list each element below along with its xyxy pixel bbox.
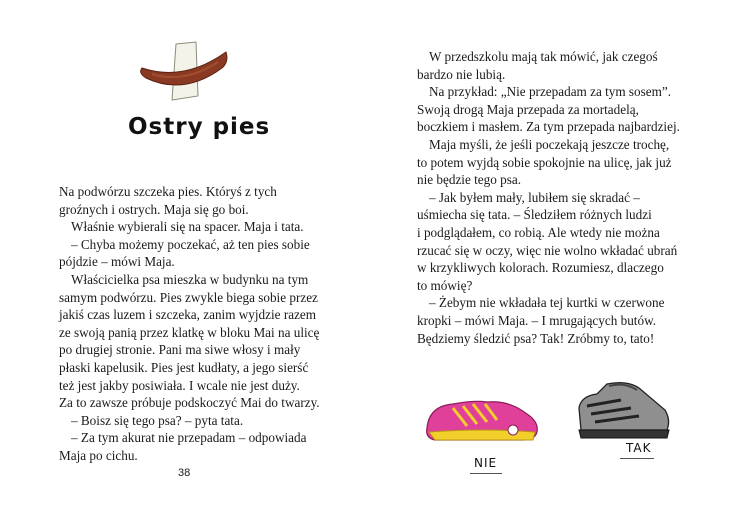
text-line: Swoją drogą Maja przepada za mortadelą, bbox=[417, 101, 639, 117]
text-line: płaski kapelusik. Pies jest kudłaty, a jego sierść bbox=[59, 359, 309, 375]
text-line: boczkiem i masłem. Za tym przepada najbardziej. bbox=[417, 119, 680, 135]
text-line: groźnych i ostrych. Maja się go boi. bbox=[59, 201, 249, 217]
text-line: – Boisz się tego psa? – pyta tata. bbox=[71, 412, 244, 428]
text-line: bardzo nie lubią. bbox=[417, 66, 506, 82]
text-line: to potem wyjdą sobie spokojnie na ulicę, jak już bbox=[417, 154, 672, 170]
text-line: i podglądałem, co robią. Ale wtedy nie można bbox=[417, 224, 660, 240]
text-line: – Chyba możemy poczekać, aż ten pies sobie bbox=[71, 236, 310, 252]
chapter-title: Ostry pies bbox=[128, 114, 271, 140]
pink-sneaker-icon bbox=[423, 392, 541, 444]
text-line: ze swoją panią przez klatkę w bloku Mai na ulicę bbox=[59, 324, 320, 340]
text-line: Właśnie wybierali się na spacer. Maja i tata. bbox=[71, 219, 304, 235]
caption-tak: TAK bbox=[626, 441, 652, 455]
text-line: – Za tym akurat nie przepadam – odpowiada bbox=[71, 430, 307, 446]
left-body-text bbox=[59, 183, 339, 465]
text-line: samym podwórzu. Pies zwykle biega sobie przez bbox=[59, 289, 318, 305]
text-line: Za to zawsze próbuje podskoczyć Mai do twarzy. bbox=[59, 395, 320, 411]
text-line: nie będzie tego psa. bbox=[417, 172, 521, 188]
text-line: Maja myśli, że jeśli poczekają jeszcze trochę, bbox=[429, 136, 670, 152]
text-line: Na podwórzu szczeka pies. Któryś z tych bbox=[59, 184, 277, 199]
text-line: pójdzie – mówi Maja. bbox=[59, 254, 175, 270]
caption-nie: NIE bbox=[474, 456, 498, 470]
text-line: kropki – mówi Maja. – I mrugających butów. bbox=[417, 312, 657, 328]
grey-boot-icon bbox=[573, 380, 673, 440]
text-line: jakiś czas luzem i szczeka, zanim wyjdzie razem bbox=[59, 307, 317, 323]
text-line: to mówię? bbox=[417, 277, 473, 293]
page-number: 38 bbox=[178, 467, 191, 479]
text-line: rzucać się w oczy, więc nie wolno wkładać ubrań bbox=[417, 242, 678, 258]
text-line: W przedszkolu mają tak mówić, jak czegoś bbox=[429, 49, 658, 64]
text-line: w krzykliwych kolorach. Rozumiesz, dlaczego bbox=[417, 260, 664, 276]
text-line: też jest jakby posiwiała. I wcale nie jest duży. bbox=[59, 377, 300, 393]
right-page bbox=[365, 0, 730, 518]
text-line: po drugiej stronie. Pani ma siwe włosy i mały bbox=[59, 342, 301, 358]
sausage-icon bbox=[138, 38, 230, 108]
text-line: Maja po cichu. bbox=[59, 447, 138, 463]
text-line: Będziemy śledzić psa? Tak! Zróbmy to, tato! bbox=[417, 330, 655, 346]
text-line: – Żebym nie wkładała tej kurtki w czerwone bbox=[429, 295, 665, 311]
caption-tak-underline bbox=[620, 458, 654, 459]
text-line: Na przykład: „Nie przepadam za tym sosem”. bbox=[429, 84, 672, 100]
caption-nie-underline bbox=[470, 473, 502, 474]
text-line: – Jak byłem mały, lubiłem się skradać – bbox=[429, 189, 640, 205]
text-line: Właścicielka psa mieszka w budynku na tym bbox=[71, 271, 309, 287]
text-line: uśmiecha się tata. – Śledziłem różnych ludzi bbox=[417, 207, 652, 223]
right-body-text bbox=[417, 48, 692, 347]
